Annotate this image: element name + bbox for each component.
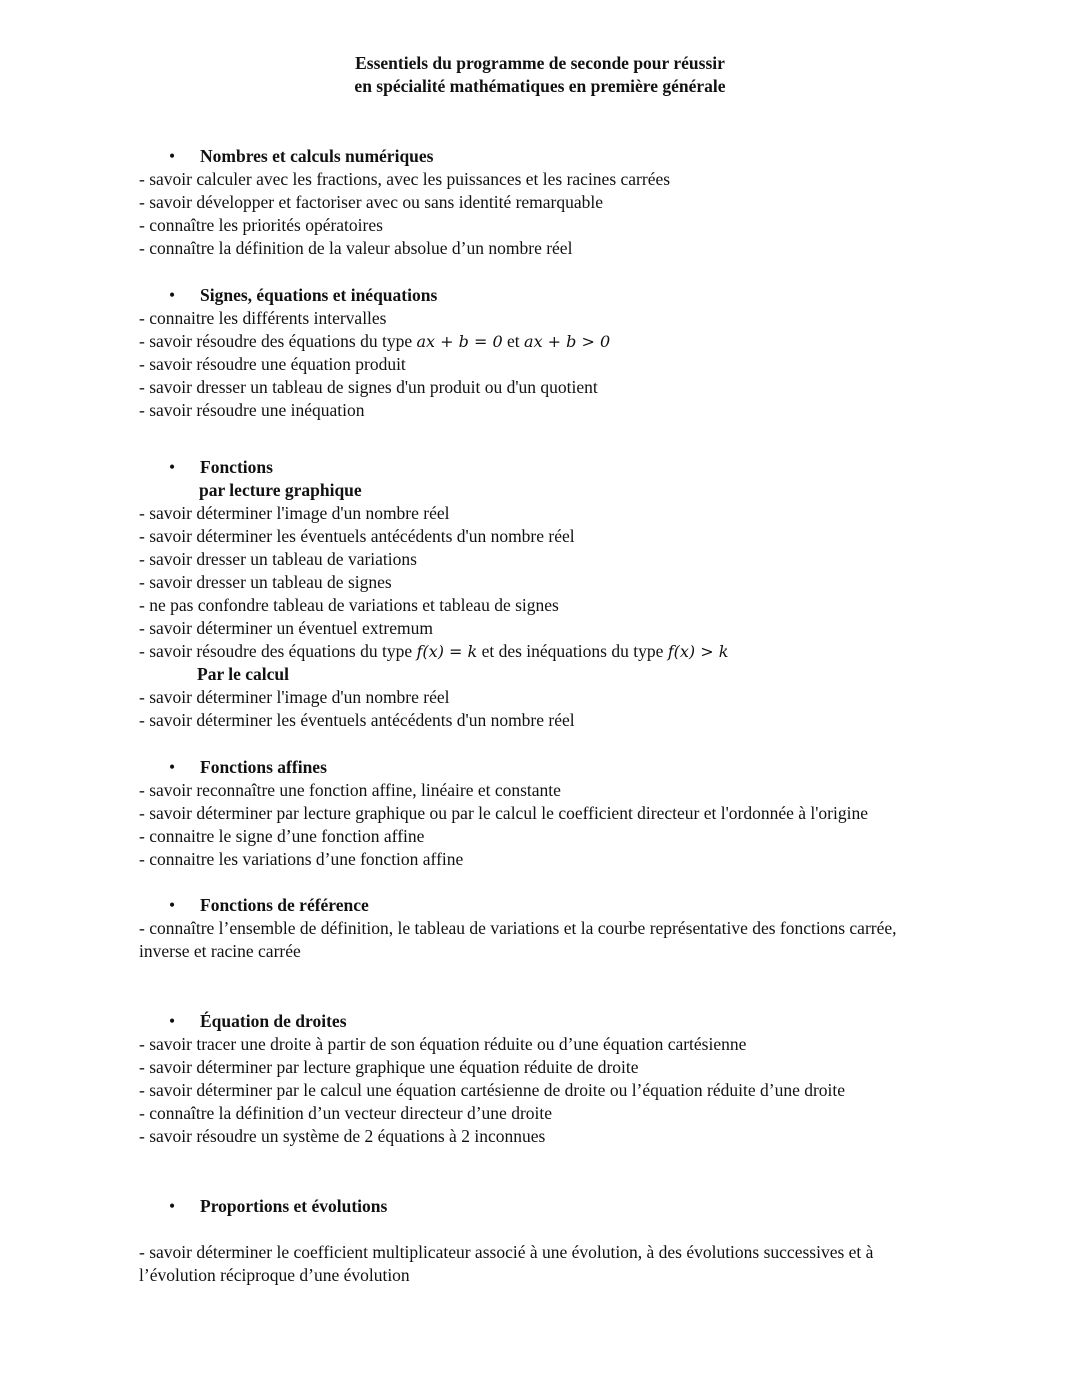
list-item: - connaitre les variations d’une fonction affine <box>139 848 464 869</box>
text-segment: et des inéquations du type <box>477 640 668 661</box>
section <box>139 1010 907 1148</box>
list-item: - connaitre les différents intervalles <box>139 307 387 328</box>
math-expression: f(x) = k <box>416 641 478 661</box>
section-heading-text: Nombres et calculs numériques <box>200 145 434 166</box>
section-heading <box>139 284 907 307</box>
list-item: - savoir résoudre un système de 2 équations à 2 inconnues <box>139 1125 546 1146</box>
list-item: - savoir reconnaître une fonction affine, linéaire et constante <box>139 779 561 800</box>
list-item: - savoir déterminer par lecture graphique ou par le calcul le coefficient directeur et l'ordonnée à l'origine <box>139 802 868 823</box>
section-heading-text: Fonctions <box>200 456 273 477</box>
section-heading-text: Fonctions affines <box>200 756 327 777</box>
list-item: - savoir déterminer le coefficient multiplicateur associé à une évolution, à des évolutions successives et à l’évolution réciproque d’une évolution <box>139 1241 874 1285</box>
math-expression: f(x) > k <box>667 641 729 661</box>
list-item: - savoir résoudre une inéquation <box>139 399 365 420</box>
list-item: - savoir déterminer un éventuel extremum <box>139 617 433 638</box>
section-heading <box>139 1195 907 1218</box>
list-item: - savoir déterminer l'image d'un nombre réel <box>139 686 450 707</box>
list-item: - savoir déterminer par lecture graphique une équation réduite de droite <box>139 1056 639 1077</box>
text-segment: - savoir résoudre des équations du type <box>139 640 417 661</box>
bullet-icon: • <box>169 756 176 777</box>
list-item: - connaitre le signe d’une fonction affine <box>139 825 425 846</box>
list-item: - savoir tracer une droite à partir de son équation réduite ou d’une équation cartésienne <box>139 1033 747 1054</box>
list-item: - savoir déterminer les éventuels antécédents d'un nombre réel <box>139 709 575 730</box>
section-heading-text: Signes, équations et inéquations <box>200 284 438 305</box>
list-item: - savoir déterminer les éventuels antécédents d'un nombre réel <box>139 525 575 546</box>
math-expression: ax + b > 0 <box>524 331 611 351</box>
list-item: - savoir résoudre une équation produit <box>139 353 406 374</box>
section <box>139 894 907 963</box>
list-item: - savoir dresser un tableau de variations <box>139 548 417 569</box>
title-line-1: Essentiels du programme de seconde pour réussir <box>355 53 725 73</box>
section-heading-text: Équation de droites <box>200 1010 347 1031</box>
bullet-icon: • <box>169 284 176 305</box>
list-item: - savoir déterminer l'image d'un nombre réel <box>139 502 450 523</box>
list-item <box>139 640 907 663</box>
bullet-icon: • <box>169 1010 176 1031</box>
bullet-icon: • <box>169 145 176 166</box>
list-item: - savoir dresser un tableau de signes <box>139 571 392 592</box>
section <box>139 456 907 732</box>
subheading: par lecture graphique <box>199 479 362 500</box>
section-heading <box>139 145 907 168</box>
section-heading-text: Proportions et évolutions <box>200 1195 388 1216</box>
section <box>139 284 907 422</box>
section <box>139 1195 907 1287</box>
bullet-icon: • <box>169 456 176 477</box>
list-item: - connaître la définition d’un vecteur directeur d’une droite <box>139 1102 553 1123</box>
list-item: - connaître la définition de la valeur absolue d’un nombre réel <box>139 237 573 258</box>
document-title <box>0 52 1080 98</box>
list-item: - connaître les priorités opératoires <box>139 214 383 235</box>
list-item <box>139 330 907 353</box>
section-heading <box>139 756 907 779</box>
section-heading-text: Fonctions de référence <box>200 894 369 915</box>
list-item: - ne pas confondre tableau de variations et tableau de signes <box>139 594 559 615</box>
math-expression: ax + b = 0 <box>416 331 503 351</box>
bullet-icon: • <box>169 1195 176 1216</box>
section <box>139 756 907 871</box>
section-heading <box>139 1010 907 1033</box>
list-item: - savoir calculer avec les fractions, avec les puissances et les racines carrées <box>139 168 671 189</box>
list-item: - savoir dresser un tableau de signes d'un produit ou d'un quotient <box>139 376 598 397</box>
text-segment: et <box>502 330 525 351</box>
subheading: Par le calcul <box>197 663 290 684</box>
title-line-2: en spécialité mathématiques en première générale <box>354 76 726 96</box>
bullet-icon: • <box>169 894 176 915</box>
list-item: - connaître l’ensemble de définition, le tableau de variations et la courbe représentative des fonctions carrée, inverse et racine carrée <box>139 917 897 961</box>
section-heading <box>139 894 907 917</box>
list-item: - savoir développer et factoriser avec ou sans identité remarquable <box>139 191 604 212</box>
list-item: - savoir déterminer par le calcul une équation cartésienne de droite ou l’équation réduite d’une droite <box>139 1079 846 1100</box>
document-body <box>139 145 907 1287</box>
section-heading <box>139 456 907 479</box>
section <box>139 145 907 260</box>
text-segment: - savoir résoudre des équations du type <box>139 330 417 351</box>
